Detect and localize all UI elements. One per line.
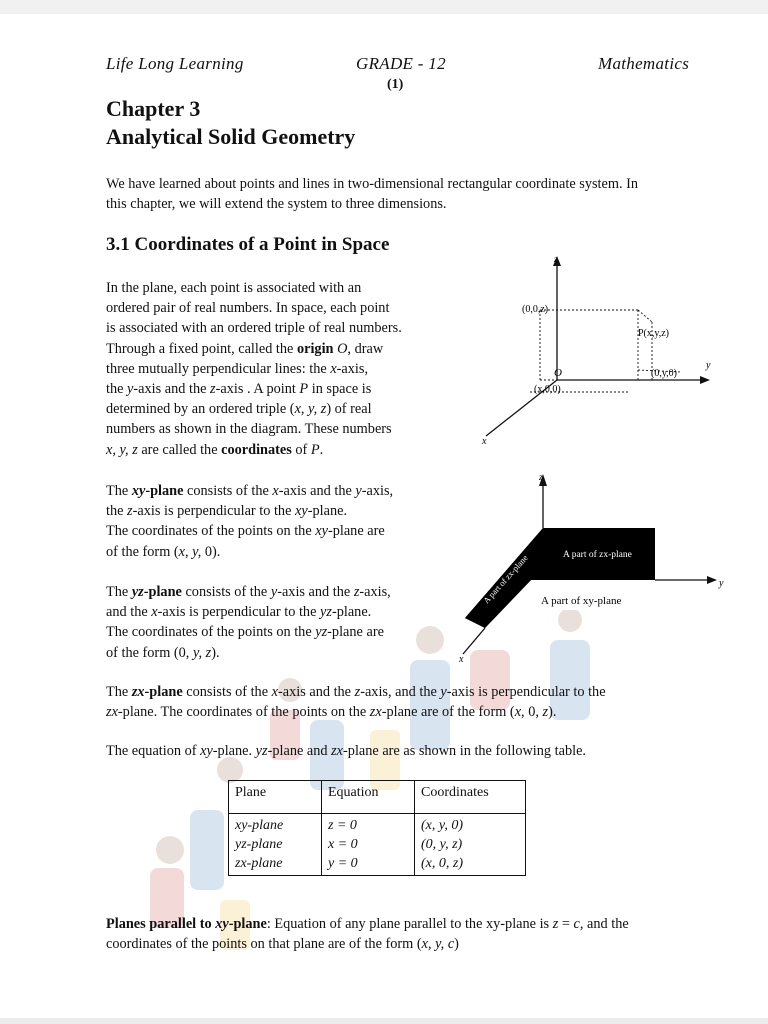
- paragraph-xy-plane: The xy-plane consists of the x-axis and the y-axis, the z-axis is perpendicular to the xy-plane. The coordinates of the points on the xy-plane are of the form (x, y, 0).: [106, 483, 394, 560]
- paragraph-yz-plane: The yz-plane consists of the y-axis and the z-axis, and the x-axis is perpendicular to the yz-plane. The coordinates of the points on the yz-plane are of the form (0, y, z).: [106, 584, 391, 661]
- header-center: GRADE - 12: [356, 54, 446, 73]
- intro-paragraph: We have learned about points and lines in two-dimensional rectangular coordinate system. In this chapter, we will extend the system to three dimensions.: [106, 176, 639, 213]
- y-point-label: (0,y,0): [651, 368, 678, 379]
- y-axis-label: y: [706, 360, 711, 371]
- coordinate-planes-diagram: [455, 468, 735, 668]
- y-axis-label-2: y: [719, 578, 724, 589]
- paragraph-space: In the plane, each point is associated with an ordered pair of real numbers. In space, each point is associated with an ordered triple of real numbers. Through a fixed point, called the origin O, draw three mutually perpendicular lines: the x-axis, the y-axis and the z-axis . A point P in space is determined by an ordered triple (x, y, z) of real numbers as shown in the diagram. These numbers x, y, z are called the coordinates of P.: [106, 280, 402, 458]
- header-right: Mathematics: [598, 54, 690, 73]
- table-cell-equations: z = 0 x = 0 y = 0: [322, 814, 415, 876]
- zx-plane-side-label: A part of zx-plane: [481, 552, 530, 606]
- table-cell-coordinates: (x, y, 0) (0, y, z) (x, 0, z): [415, 814, 526, 876]
- x-axis-label: x: [482, 436, 487, 447]
- plane-equation-table: [228, 780, 526, 876]
- table-header-cell: Coordinates: [415, 781, 526, 814]
- paragraph-table-intro: The equation of xy-plane. yz-plane and zx-plane are as shown in the following table.: [106, 743, 587, 759]
- header-left: Life Long Learning: [106, 54, 244, 73]
- chapter-title: Analytical Solid Geometry: [106, 124, 356, 149]
- table-header-row: [229, 781, 526, 814]
- page-top-edge: [0, 0, 768, 14]
- table-row: [229, 814, 526, 876]
- section-title: 3.1 Coordinates of a Point in Space: [106, 234, 390, 255]
- page-number: (1): [387, 77, 404, 92]
- page-bottom-edge: [0, 1018, 768, 1024]
- zx-plane-label: A part of zx-plane: [563, 550, 632, 560]
- table-cell-planes: xy-plane yz-plane zx-plane: [229, 814, 322, 876]
- x-axis-label-2: x: [459, 654, 464, 665]
- chapter-number: Chapter 3: [106, 96, 201, 121]
- table-header-cell: Equation: [322, 781, 415, 814]
- coordinate-axes-diagram: [470, 250, 730, 450]
- z-axis-label-2: z: [539, 472, 543, 482]
- z-point-label: (0,0,z): [522, 304, 549, 315]
- xy-plane-label: A part of xy-plane: [541, 595, 622, 607]
- paragraph-parallel-planes: Planes parallel to xy-plane: Equation of any plane parallel to the xy-plane is z = c, and the coordinates of the points on that plane are of the form (x, y, c): [106, 916, 629, 953]
- z-axis-label: z: [554, 254, 558, 264]
- origin-label: O: [554, 367, 562, 379]
- table-header-cell: Plane: [229, 781, 322, 814]
- x-point-label: (x,0,0): [534, 384, 561, 395]
- paragraph-zx-plane: The zx-plane consists of the x-axis and the z-axis, and the y-axis is perpendicular to the zx-plane. The coordinates of the points on the zx-plane are of the form (x, 0, z).: [106, 684, 606, 721]
- p-point-label: P(x,y,z): [638, 328, 670, 339]
